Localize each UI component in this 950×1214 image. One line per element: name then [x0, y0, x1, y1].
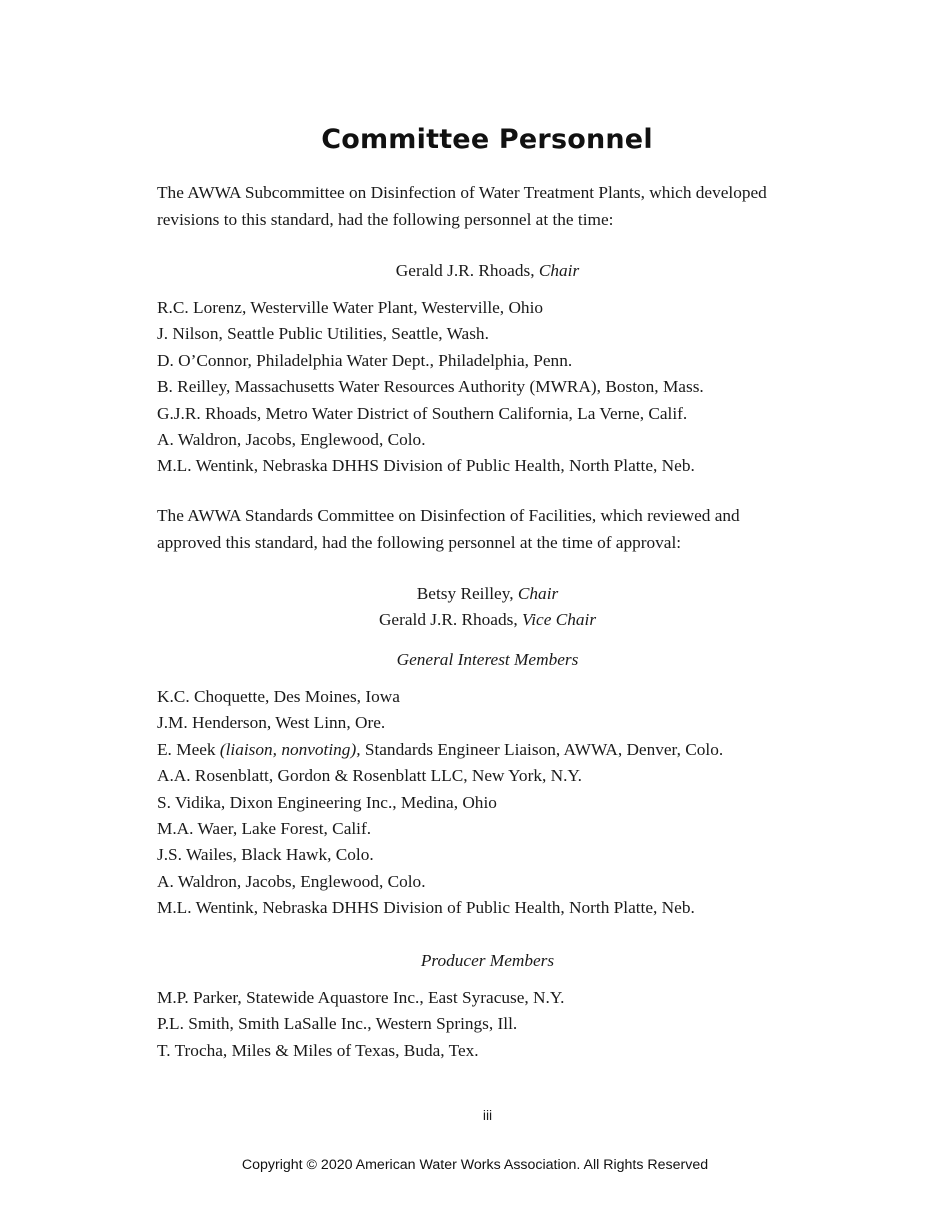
- member-name: E. Meek: [157, 739, 216, 759]
- list-item: M.L. Wentink, Nebraska DHHS Division of Public Health, North Platte, Neb.: [157, 456, 695, 476]
- member-affiliation: Standards Engineer Liaison, AWWA, Denver, Colo.: [364, 739, 724, 759]
- list-item: A. Waldron, Jacobs, Englewood, Colo.: [157, 430, 426, 450]
- list-item: M.L. Wentink, Nebraska DHHS Division of Public Health, North Platte, Neb.: [157, 898, 695, 918]
- list-item: P.L. Smith, Smith LaSalle Inc., Western Springs, Ill.: [157, 1014, 518, 1034]
- subcommittee-chair: [0, 258, 950, 285]
- producer-member-list: [157, 985, 564, 1064]
- list-item: [157, 737, 723, 763]
- vice-chair-name: Gerald J.R. Rhoads,: [378, 610, 518, 629]
- general-interest-heading: General Interest Members: [396, 650, 579, 669]
- list-item: J.M. Henderson, West Linn, Ore.: [157, 713, 386, 733]
- producer-members-heading: Producer Members: [420, 951, 555, 970]
- chair-name: Betsy Reilley,: [416, 584, 514, 603]
- list-item: A. Waldron, Jacobs, Englewood, Colo.: [157, 871, 426, 891]
- chair-role: Chair: [538, 261, 580, 280]
- list-item: K.C. Choquette, Des Moines, Iowa: [157, 687, 400, 706]
- chair-role: Chair: [517, 584, 559, 603]
- standards-committee-vice-chair: [0, 607, 950, 634]
- list-item: A.A. Rosenblatt, Gordon & Rosenblatt LLC, New York, N.Y.: [157, 766, 582, 786]
- list-item: M.A. Waer, Lake Forest, Calif.: [157, 819, 372, 839]
- list-item: B. Reilley, Massachusetts Water Resources Authority (MWRA), Boston, Mass.: [157, 377, 704, 397]
- list-item: T. Trocha, Miles & Miles of Texas, Buda, Tex.: [157, 1040, 479, 1060]
- subcommittee-member-list: [157, 295, 704, 480]
- list-item: J. Nilson, Seattle Public Utilities, Seattle, Wash.: [157, 324, 489, 344]
- chair-name: Gerald J.R. Rhoads,: [395, 261, 535, 280]
- subcommittee-intro: The AWWA Subcommittee on Disinfection of Water Treatment Plants, which developed revisions to this standard, had the following personnel at the time:: [157, 183, 767, 229]
- standards-committee-chair: [0, 581, 950, 608]
- general-interest-member-list: [157, 684, 723, 922]
- list-item: D. O’Connor, Philadelphia Water Dept., Philadelphia, Penn.: [157, 350, 573, 370]
- vice-chair-role: Vice Chair: [521, 610, 597, 629]
- page-number: iii: [482, 1107, 493, 1123]
- standards-committee-intro: The AWWA Standards Committee on Disinfection of Facilities, which reviewed and approved this standard, had the following personnel at the time of approval:: [157, 506, 740, 552]
- list-item: J.S. Wailes, Black Hawk, Colo.: [157, 845, 374, 865]
- member-note: (liaison, nonvoting),: [219, 739, 361, 759]
- list-item: M.P. Parker, Statewide Aquastore Inc., East Syracuse, N.Y.: [157, 988, 565, 1007]
- list-item: S. Vidika, Dixon Engineering Inc., Medina, Ohio: [157, 792, 497, 812]
- list-item: G.J.R. Rhoads, Metro Water District of Southern California, La Verne, Calif.: [157, 403, 688, 423]
- copyright-footer: Copyright © 2020 American Water Works Association. All Rights Reserved: [241, 1157, 709, 1173]
- list-item: R.C. Lorenz, Westerville Water Plant, Westerville, Ohio: [157, 298, 544, 317]
- page-title: Committee Personnel: [321, 124, 653, 155]
